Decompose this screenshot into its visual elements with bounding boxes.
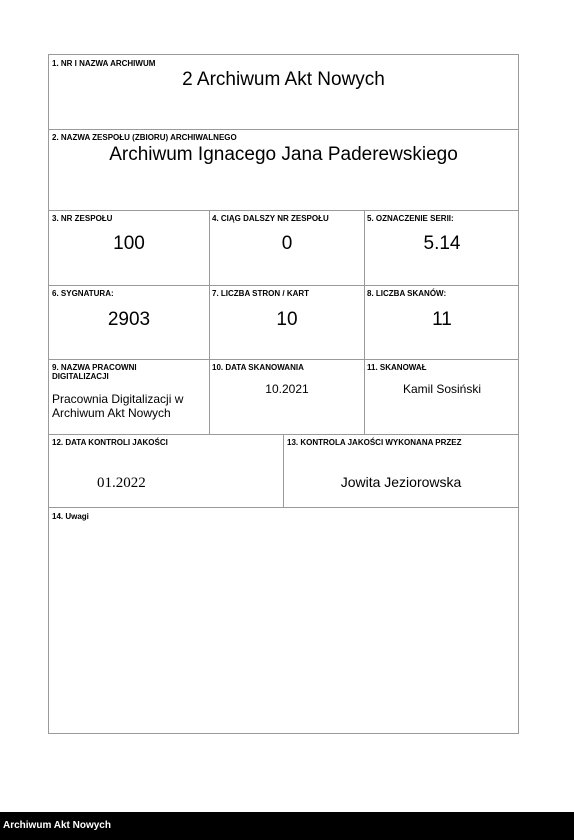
archive-number-label: 1. NR I NAZWA ARCHIWUM: [52, 59, 156, 68]
divider: [49, 285, 518, 286]
divider: [49, 129, 518, 130]
page-count-label: 7. LICZBA STRON / KART: [212, 289, 310, 298]
digitization-lab-label: 9. NAZWA PRACOWNI: [52, 363, 137, 372]
divider: [49, 507, 518, 508]
metadata-form: [48, 54, 519, 734]
qc-date-value: 01.2022: [97, 475, 146, 491]
fonds-number-label: 3. NR ZESPOŁU: [52, 214, 113, 223]
qc-performed-by-label: 13. KONTROLA JAKOŚCI WYKONANA PRZEZ: [287, 438, 462, 447]
scan-count-label: 8. LICZBA SKANÓW:: [367, 289, 447, 298]
fonds-number-value: 100: [113, 233, 145, 254]
fonds-continuation-value: 0: [281, 233, 293, 254]
scanned-by-label: 11. SKANOWAŁ: [367, 363, 427, 372]
scanned-by-value: Kamil Sosiński: [402, 382, 482, 396]
digitization-lab-value: Pracownia Digitalizacji w: [52, 392, 184, 406]
footer-bar: [0, 812, 574, 840]
page-count-value: 10: [276, 309, 298, 330]
fonds-name-label: 2. NAZWA ZESPOŁU (ZBIORU) ARCHIWALNEGO: [52, 133, 237, 142]
signature-label: 6. SYGNATURA:: [52, 289, 114, 298]
archive-number-value: 2 Archiwum Akt Nowych: [182, 69, 385, 90]
footer-text: Archiwum Akt Nowych: [3, 820, 111, 831]
divider: [49, 359, 518, 360]
qc-performed-by-value: Jowita Jeziorowska: [340, 474, 462, 490]
scan-date-label: 10. DATA SKANOWANIA: [212, 363, 304, 372]
signature-value: 2903: [107, 309, 151, 330]
divider: [49, 210, 518, 211]
digitization-lab-label: DIGITALIZACJI: [52, 372, 109, 381]
divider: [283, 434, 284, 507]
series-designation-value: 5.14: [423, 233, 461, 254]
digitization-lab-value: Archiwum Akt Nowych: [52, 406, 171, 420]
remarks-label: 14. Uwagi: [52, 512, 89, 521]
series-designation-label: 5. OZNACZENIE SERII:: [367, 214, 454, 223]
fonds-continuation-label: 4. CIĄG DALSZY NR ZESPOŁU: [212, 214, 329, 223]
scan-date-value: 10.2021: [265, 382, 309, 396]
qc-date-label: 12. DATA KONTROLI JAKOŚCI: [52, 438, 168, 447]
scan-count-value: 11: [432, 309, 452, 330]
fonds-name-value: Archiwum Ignacego Jana Paderewskiego: [109, 144, 458, 165]
